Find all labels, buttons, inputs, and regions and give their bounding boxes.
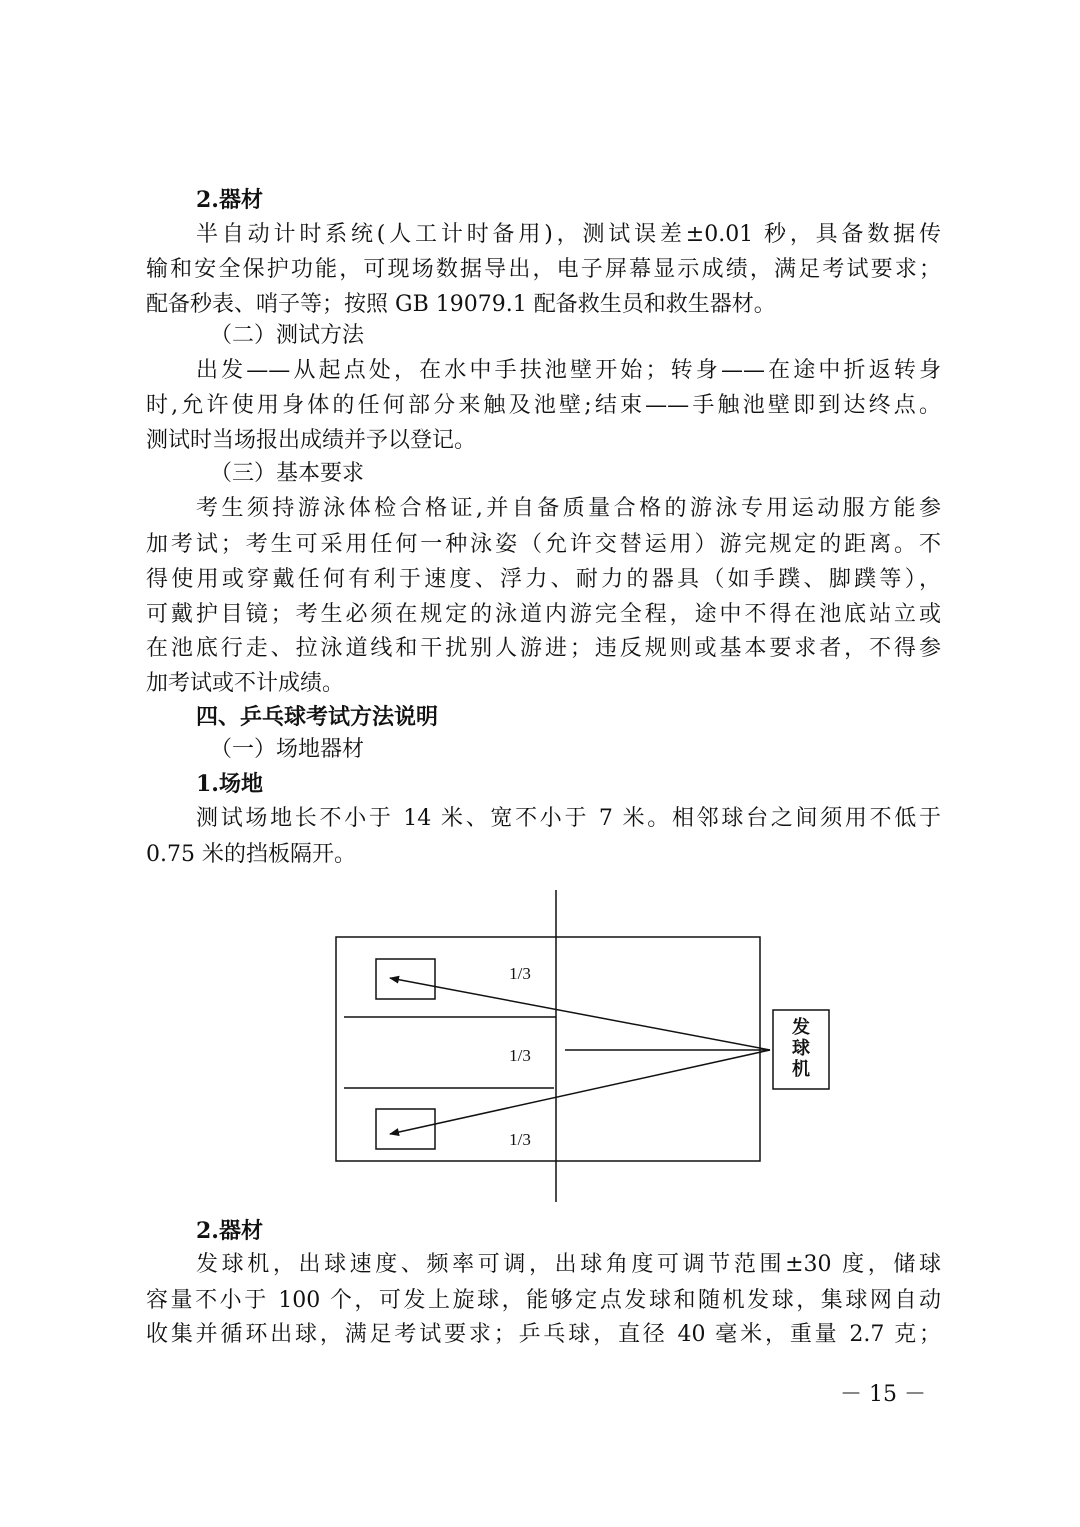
page-number: － 15 － bbox=[840, 1382, 926, 1407]
target-box-top bbox=[376, 959, 435, 999]
paragraph-line: 出发——从起点处，在水中手扶池壁开始；转身——在途中折返转身 bbox=[196, 358, 941, 383]
paragraph-line: 半自动计时系统(人工计时备用)，测试误差±0.01 秒，具备数据传 bbox=[196, 222, 941, 247]
paragraph-line: 加考试；考生可采用任何一种泳姿（允许交替运用）游完规定的距离。不 bbox=[146, 532, 941, 557]
section-equipment2-title: 2.器材 bbox=[196, 1218, 263, 1244]
section-venue-equipment-title: （一）场地器材 bbox=[210, 737, 365, 762]
arrow-to-top-box bbox=[390, 978, 770, 1050]
section-test-method-title: （二）测试方法 bbox=[210, 323, 365, 348]
target-box-bottom bbox=[376, 1109, 435, 1149]
serving-machine-label: 球 bbox=[792, 1038, 810, 1058]
section-equipment-title: 2.器材 bbox=[196, 187, 263, 213]
table-outline bbox=[336, 937, 760, 1161]
paragraph-line: 考生须持游泳体检合格证,并自备质量合格的游泳专用运动服方能参 bbox=[196, 496, 941, 521]
paragraph-line: 时,允许使用身体的任何部分来触及池壁;结束——手触池壁即到达终点。 bbox=[146, 393, 941, 418]
paragraph-line: 可戴护目镜；考生必须在规定的泳道内游完全程，途中不得在池底站立或 bbox=[146, 602, 941, 627]
arrow-to-bottom-box bbox=[390, 1050, 770, 1134]
paragraph-line: 输和安全保护功能，可现场数据导出，电子屏幕显示成绩，满足考试要求； bbox=[146, 257, 941, 282]
paragraph-line: 测试时当场报出成绩并予以登记。 bbox=[146, 428, 477, 453]
serving-machine-label: 发 bbox=[792, 1017, 810, 1037]
section-basic-requirements-title: （三）基本要求 bbox=[210, 461, 365, 486]
zone-label-middle: 1/3 bbox=[509, 1046, 531, 1065]
paragraph-line: 加考试或不计成绩。 bbox=[146, 671, 345, 696]
paragraph-line: 0.75 米的挡板隔开。 bbox=[146, 842, 356, 867]
section-venue-title: 1.场地 bbox=[196, 771, 263, 797]
paragraph-line: 测试场地长不小于 14 米、宽不小于 7 米。相邻球台之间须用不低于 bbox=[196, 806, 941, 831]
paragraph-line: 收集并循环出球，满足考试要求；乒乓球，直径 40 毫米，重量 2.7 克； bbox=[146, 1322, 941, 1347]
paragraph-line: 容量不小于 100 个，可发上旋球，能够定点发球和随机发球，集球网自动 bbox=[146, 1288, 941, 1313]
section-pingpong-title: 四、乒乓球考试方法说明 bbox=[196, 704, 439, 730]
zone-label-bottom: 1/3 bbox=[509, 1130, 531, 1149]
paragraph-line: 在池底行走、拉泳道线和干扰别人游进；违反规则或基本要求者，不得参 bbox=[146, 636, 941, 661]
pingpong-table-diagram bbox=[330, 890, 840, 1205]
serving-machine-label: 机 bbox=[792, 1059, 810, 1079]
paragraph-line: 得使用或穿戴任何有利于速度、浮力、耐力的器具（如手蹼、脚蹼等）， bbox=[146, 567, 941, 592]
paragraph-line: 发球机，出球速度、频率可调，出球角度可调节范围±30 度，储球 bbox=[196, 1252, 941, 1277]
paragraph-line: 配备秒表、哨子等；按照 GB 19079.1 配备救生员和救生器材。 bbox=[146, 292, 776, 317]
zone-label-top: 1/3 bbox=[509, 964, 531, 983]
